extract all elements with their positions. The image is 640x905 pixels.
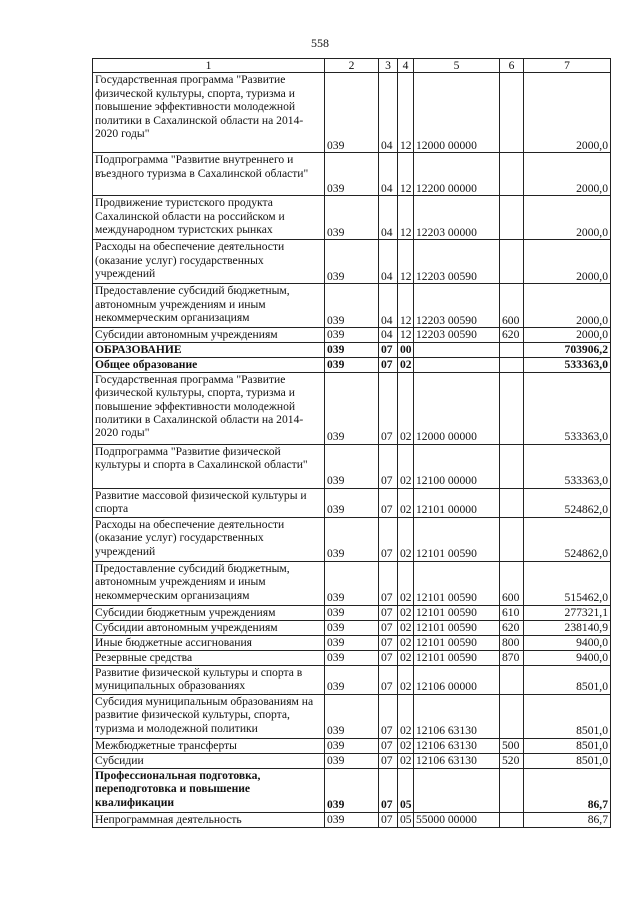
row-admin-code: 039 (325, 605, 379, 620)
row-subsection: 02 (398, 444, 414, 488)
row-amount: 515462,0 (524, 561, 611, 605)
table-row (93, 517, 611, 561)
row-subsection: 02 (398, 605, 414, 620)
table-row (93, 196, 611, 240)
row-expense-type (500, 444, 524, 488)
row-section: 07 (379, 650, 398, 665)
table-row (93, 444, 611, 488)
row-section: 07 (379, 342, 398, 357)
header-col-7: 7 (524, 59, 611, 73)
row-subsection: 02 (398, 357, 414, 372)
row-subsection: 02 (398, 488, 414, 517)
row-subsection: 02 (398, 650, 414, 665)
row-subsection: 02 (398, 753, 414, 768)
row-amount: 86,7 (524, 768, 611, 812)
row-target-article: 12000 00000 (414, 372, 500, 444)
row-name: Субсидии бюджетным учреждениям (93, 605, 325, 620)
row-target-article: 55000 00000 (414, 812, 500, 827)
table-row (93, 561, 611, 605)
row-target-article: 12100 00000 (414, 444, 500, 488)
row-target-article: 12106 63130 (414, 738, 500, 753)
row-subsection: 12 (398, 73, 414, 153)
row-admin-code: 039 (325, 620, 379, 635)
table-row (93, 665, 611, 694)
table-row (93, 328, 611, 342)
row-amount: 9400,0 (524, 650, 611, 665)
row-name: Предоставление субсидий бюджетным, автономным учреждениям и иным некоммерческим организациям (93, 561, 325, 605)
row-amount: 2000,0 (524, 153, 611, 196)
header-col-3: 3 (379, 59, 398, 73)
row-target-article: 12106 00000 (414, 665, 500, 694)
row-amount: 533363,0 (524, 372, 611, 444)
table-row (93, 73, 611, 153)
row-target-article: 12101 00590 (414, 561, 500, 605)
row-name: Общее образование (93, 357, 325, 372)
row-amount: 2000,0 (524, 284, 611, 328)
row-target-article: 12101 00590 (414, 620, 500, 635)
row-subsection: 02 (398, 620, 414, 635)
row-amount: 238140,9 (524, 620, 611, 635)
row-name: Государственная программа "Развитие физической культуры, спорта, туризма и повышение эффективности молодежной политики в Сахалинской области на 2014-2020 годы" (93, 73, 325, 153)
row-target-article: 12101 00590 (414, 635, 500, 650)
row-expense-type (500, 342, 524, 357)
row-expense-type (500, 812, 524, 827)
row-admin-code: 039 (325, 665, 379, 694)
header-col-2: 2 (325, 59, 379, 73)
table-row (93, 605, 611, 620)
row-subsection: 02 (398, 694, 414, 738)
row-target-article: 12101 00590 (414, 650, 500, 665)
row-section: 07 (379, 768, 398, 812)
row-amount: 8501,0 (524, 694, 611, 738)
row-name: Расходы на обеспечение деятельности (оказание услуг) государственных учреждений (93, 517, 325, 561)
row-expense-type (500, 372, 524, 444)
row-subsection: 02 (398, 517, 414, 561)
row-section: 07 (379, 738, 398, 753)
row-target-article (414, 768, 500, 812)
row-admin-code: 039 (325, 635, 379, 650)
row-amount: 533363,0 (524, 357, 611, 372)
row-admin-code: 039 (325, 372, 379, 444)
row-section: 07 (379, 444, 398, 488)
row-admin-code: 039 (325, 738, 379, 753)
row-name: Подпрограмма "Развитие физической культуры и спорта в Сахалинской области" (93, 444, 325, 488)
header-col-5: 5 (414, 59, 500, 73)
row-subsection: 12 (398, 328, 414, 342)
row-amount: 2000,0 (524, 328, 611, 342)
row-section: 04 (379, 284, 398, 328)
row-target-article: 12200 00000 (414, 153, 500, 196)
row-subsection: 12 (398, 284, 414, 328)
row-name: Профессиональная подготовка, переподготовка и повышение квалификации (93, 768, 325, 812)
row-target-article: 12000 00000 (414, 73, 500, 153)
row-name: Подпрограмма "Развитие внутреннего и въездного туризма в Сахалинской области" (93, 153, 325, 196)
row-admin-code: 039 (325, 444, 379, 488)
table-row (93, 153, 611, 196)
row-subsection: 12 (398, 240, 414, 284)
page-number: 558 (311, 36, 329, 50)
budget-table (92, 58, 611, 828)
header-col-6: 6 (500, 59, 524, 73)
row-name: Расходы на обеспечение деятельности (оказание услуг) государственных учреждений (93, 240, 325, 284)
table-row (93, 738, 611, 753)
table-row (93, 284, 611, 328)
row-expense-type (500, 357, 524, 372)
row-name: Субсидия муниципальным образованиям на развитие физической культуры, спорта, туризма и молодежной политики (93, 694, 325, 738)
table-row (93, 620, 611, 635)
row-admin-code: 039 (325, 196, 379, 240)
row-name: Субсидии автономным учреждениям (93, 620, 325, 635)
row-target-article: 12106 63130 (414, 753, 500, 768)
row-admin-code: 039 (325, 342, 379, 357)
row-subsection: 02 (398, 738, 414, 753)
row-section: 07 (379, 517, 398, 561)
row-amount: 533363,0 (524, 444, 611, 488)
row-amount: 2000,0 (524, 240, 611, 284)
row-expense-type: 610 (500, 605, 524, 620)
row-amount: 8501,0 (524, 665, 611, 694)
row-subsection: 02 (398, 372, 414, 444)
row-subsection: 12 (398, 153, 414, 196)
table-row (93, 753, 611, 768)
row-admin-code: 039 (325, 328, 379, 342)
row-name: Иные бюджетные ассигнования (93, 635, 325, 650)
row-section: 04 (379, 153, 398, 196)
row-subsection: 02 (398, 665, 414, 694)
row-target-article (414, 357, 500, 372)
row-section: 07 (379, 357, 398, 372)
header-row (93, 59, 611, 73)
row-subsection: 05 (398, 768, 414, 812)
row-admin-code: 039 (325, 488, 379, 517)
row-expense-type: 800 (500, 635, 524, 650)
row-section: 04 (379, 196, 398, 240)
row-expense-type (500, 73, 524, 153)
row-name: Резервные средства (93, 650, 325, 665)
table-row (93, 240, 611, 284)
row-section: 07 (379, 488, 398, 517)
header-col-4: 4 (398, 59, 414, 73)
row-expense-type: 870 (500, 650, 524, 665)
row-target-article: 12101 00000 (414, 488, 500, 517)
row-admin-code: 039 (325, 284, 379, 328)
row-target-article: 12101 00590 (414, 517, 500, 561)
header-col-1: 1 (93, 59, 325, 73)
row-amount: 2000,0 (524, 73, 611, 153)
table-row (93, 357, 611, 372)
row-section: 04 (379, 328, 398, 342)
table-row (93, 635, 611, 650)
row-name: Субсидии автономным учреждениям (93, 328, 325, 342)
row-subsection: 05 (398, 812, 414, 827)
row-section: 07 (379, 812, 398, 827)
row-name: Субсидии (93, 753, 325, 768)
table-row (93, 488, 611, 517)
row-section: 07 (379, 620, 398, 635)
row-admin-code: 039 (325, 240, 379, 284)
table-row (93, 372, 611, 444)
table-row (93, 768, 611, 812)
row-amount: 8501,0 (524, 738, 611, 753)
row-admin-code: 039 (325, 650, 379, 665)
row-admin-code: 039 (325, 812, 379, 827)
row-target-article: 12203 00590 (414, 328, 500, 342)
row-expense-type: 520 (500, 753, 524, 768)
row-expense-type (500, 488, 524, 517)
row-name: Развитие массовой физической культуры и спорта (93, 488, 325, 517)
row-section: 07 (379, 372, 398, 444)
row-name: Предоставление субсидий бюджетным, автономным учреждениям и иным некоммерческим организациям (93, 284, 325, 328)
row-amount: 2000,0 (524, 196, 611, 240)
row-section: 07 (379, 665, 398, 694)
row-subsection: 00 (398, 342, 414, 357)
row-name: Развитие физической культуры и спорта в муниципальных образованиях (93, 665, 325, 694)
row-expense-type: 620 (500, 620, 524, 635)
row-section: 07 (379, 694, 398, 738)
row-expense-type: 620 (500, 328, 524, 342)
row-target-article: 12106 63130 (414, 694, 500, 738)
row-target-article (414, 342, 500, 357)
row-amount: 8501,0 (524, 753, 611, 768)
row-amount: 524862,0 (524, 517, 611, 561)
row-amount: 86,7 (524, 812, 611, 827)
row-target-article: 12203 00000 (414, 196, 500, 240)
row-expense-type: 600 (500, 284, 524, 328)
row-expense-type (500, 768, 524, 812)
row-target-article: 12203 00590 (414, 284, 500, 328)
row-subsection: 02 (398, 635, 414, 650)
row-expense-type: 600 (500, 561, 524, 605)
row-expense-type (500, 240, 524, 284)
row-section: 07 (379, 753, 398, 768)
row-section: 04 (379, 240, 398, 284)
row-admin-code: 039 (325, 153, 379, 196)
row-section: 04 (379, 73, 398, 153)
row-admin-code: 039 (325, 517, 379, 561)
row-amount: 9400,0 (524, 635, 611, 650)
row-subsection: 02 (398, 561, 414, 605)
row-admin-code: 039 (325, 73, 379, 153)
row-name: Непрограммная деятельность (93, 812, 325, 827)
row-amount: 277321,1 (524, 605, 611, 620)
row-section: 07 (379, 635, 398, 650)
table-row (93, 694, 611, 738)
row-name: ОБРАЗОВАНИЕ (93, 342, 325, 357)
row-expense-type (500, 153, 524, 196)
table-row (93, 342, 611, 357)
row-admin-code: 039 (325, 768, 379, 812)
row-admin-code: 039 (325, 561, 379, 605)
row-amount: 703906,2 (524, 342, 611, 357)
row-name: Государственная программа "Развитие физической культуры, спорта, туризма и повышение эффективности молодежной политики в Сахалинской области на 2014-2020 годы" (93, 372, 325, 444)
table-row (93, 812, 611, 827)
row-name: Продвижение туристского продукта Сахалинской области на российском и международном туристских рынках (93, 196, 325, 240)
row-expense-type (500, 694, 524, 738)
row-admin-code: 039 (325, 357, 379, 372)
row-admin-code: 039 (325, 753, 379, 768)
row-expense-type: 500 (500, 738, 524, 753)
row-target-article: 12203 00590 (414, 240, 500, 284)
row-expense-type (500, 517, 524, 561)
row-name: Межбюджетные трансферты (93, 738, 325, 753)
row-subsection: 12 (398, 196, 414, 240)
row-expense-type (500, 196, 524, 240)
table-row (93, 650, 611, 665)
row-section: 07 (379, 605, 398, 620)
row-section: 07 (379, 561, 398, 605)
row-expense-type (500, 665, 524, 694)
row-amount: 524862,0 (524, 488, 611, 517)
row-admin-code: 039 (325, 694, 379, 738)
row-target-article: 12101 00590 (414, 605, 500, 620)
